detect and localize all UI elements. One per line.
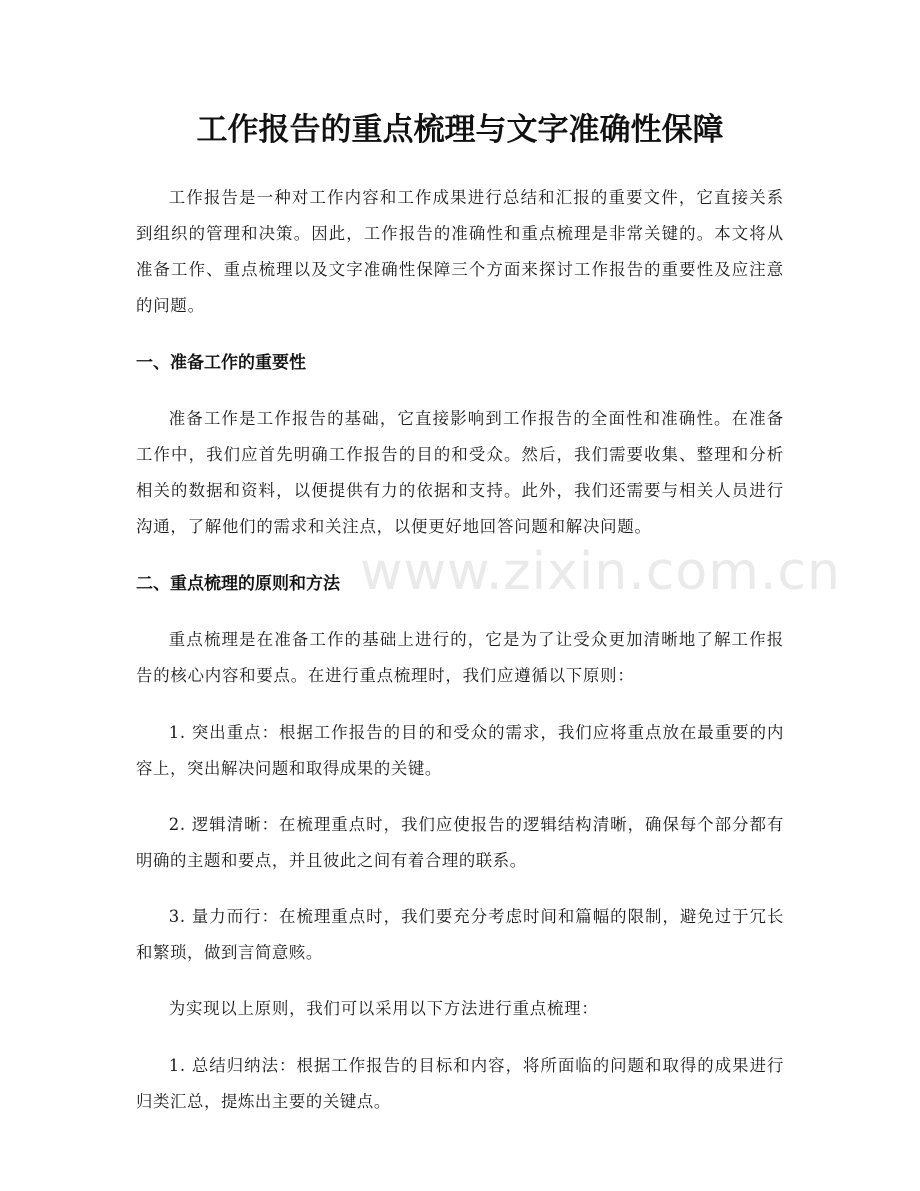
document-body <box>136 180 784 1140</box>
method-item-1: 1. 总结归纳法：根据工作报告的目标和内容，将所面临的问题和取得的成果进行归类汇总，提炼出主要的关键点。 <box>136 1056 784 1111</box>
watermark: www.zixin.com.cn <box>360 542 841 602</box>
document-title: 工作报告的重点梳理与文字准确性保障 <box>196 112 724 148</box>
preparation-paragraph: 准备工作是工作报告的基础，它直接影响到工作报告的全面性和准确性。在准备工作中，我们应首先明确工作报告的目的和受众。然后，我们需要收集、整理和分析相关的数据和资料，以便提供有力的依据和支持。此外，我们还需要与相关人员进行沟通，了解他们的需求和关注点，以便更好地回答问题和解决问题。 <box>136 409 784 536</box>
methods-intro-paragraph: 为实现以上原则，我们可以采用以下方法进行重点梳理： <box>168 999 599 1018</box>
key-points-intro-paragraph: 重点梳理是在准备工作的基础上进行的，它是为了让受众更加清晰地了解工作报告的核心内容和要点。在进行重点梳理时，我们应遵循以下原则： <box>136 630 784 685</box>
intro-paragraph: 工作报告是一种对工作内容和工作成果进行总结和汇报的重要文件，它直接关系到组织的管理和决策。因此，工作报告的准确性和重点梳理是非常关键的。本文将从准备工作、重点梳理以及文字准确性保障三个方面来探讨工作报告的重要性及应注意的问题。 <box>136 188 784 315</box>
principle-item-1: 1. 突出重点：根据工作报告的目的和受众的需求，我们应将重点放在最重要的内容上，突出解决问题和取得成果的关键。 <box>136 723 784 778</box>
section-heading-key-points: 二、重点梳理的原则和方法 <box>136 574 340 594</box>
section-heading-preparation: 一、准备工作的重要性 <box>136 353 306 373</box>
principle-item-2: 2. 逻辑清晰：在梳理重点时，我们应使报告的逻辑结构清晰，确保每个部分都有明确的主题和要点，并且彼此之间有着合理的联系。 <box>136 815 784 870</box>
principle-item-3: 3. 量力而行：在梳理重点时，我们要充分考虑时间和篇幅的限制，避免过于冗长和繁琐，做到言简意赅。 <box>136 907 784 962</box>
